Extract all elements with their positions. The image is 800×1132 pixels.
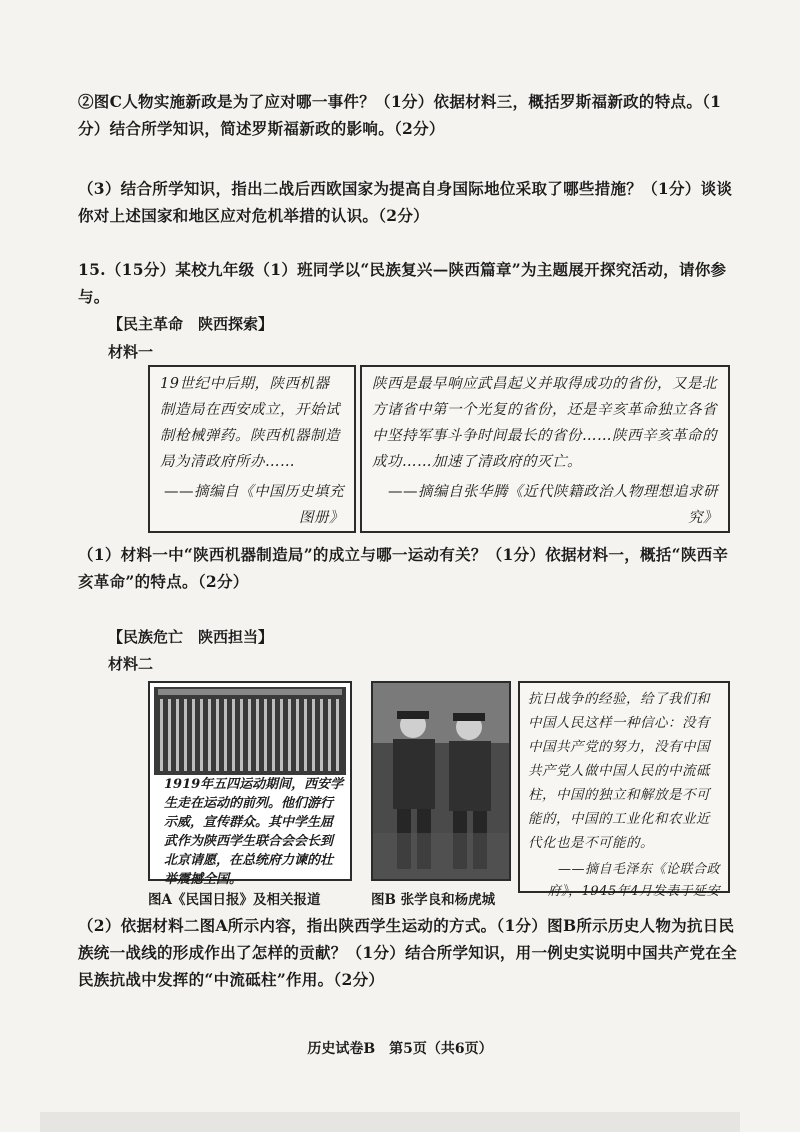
figA-description: 1919年五四运动期间，西安学生走在运动的前列。他们游行示威，宣传群众。其中学生屈武作为陕西学生联合会会长到北京请愿，在总统府力谏的壮举震撼全国。	[164, 777, 344, 887]
material1-label: 材料一	[108, 343, 154, 361]
section2-title: 【民族危亡 陕西担当】	[108, 628, 274, 646]
material1-left-text: 19世纪中后期，陕西机器制造局在西安成立，开始试制枪械弹药。陕西机器制造局为清政府所办……	[160, 376, 340, 470]
q15-question1: （1）材料一中“陕西机器制造局”的成立与哪一运动有关？（1分）依据材料一，概括“陕西辛亥革命”的特点。（2分）	[78, 545, 729, 591]
quote-box	[518, 681, 730, 899]
q15-question2: （2）依据材料二图A所示内容，指出陕西学生运动的方式。（1分）图B所示历史人物为抗日民族统一战线的形成作出了怎样的贡献？（1分）结合所学知识，用一例史实说明中国共产党在全民族抗战中发挥的“中流砥柱”作用。（2分）	[78, 916, 737, 989]
figA-caption: 图A《民国日报》及相关报道	[148, 892, 321, 908]
q14-part3: （3）结合所学知识，指出二战后西欧国家为提高自身国际地位采取了哪些措施？（1分）谈谈你对上述国家和地区应对危机举措的认识。（2分）	[78, 179, 733, 225]
section1-title: 【民主革命 陕西探索】	[108, 315, 274, 333]
q15-intro: 15.（15分）某校九年级（1）班同学以“民族复兴—陕西篇章”为主题展开探究活动，请你参与。	[78, 260, 727, 306]
material1-right-source: ——摘编自张华腾《近代陕籍政治人物理想追求研究》	[388, 484, 718, 526]
page-edge	[40, 1112, 740, 1132]
material1-box-left	[148, 365, 356, 533]
material1-left-source: ——摘编自《中国历史填充图册》	[164, 484, 344, 526]
figB-caption: 图B 张学良和杨虎城	[371, 892, 496, 908]
quote-text: 抗日战争的经验，给了我们和中国人民这样一种信心：没有中国共产党的努力，没有中国共产党人做中国人民的中流砥柱，中国的独立和解放是不可能的，中国的工业化和农业近代化也是不可能的。	[528, 691, 710, 851]
figB-photo	[371, 681, 511, 881]
page-footer: 历史试卷B 第5页（共6页）	[307, 1041, 493, 1057]
figA-newspaper	[148, 681, 352, 887]
material1-box-right	[360, 365, 730, 533]
q14-part2: ②图C人物实施新政是为了应对哪一事件？（1分）依据材料三，概括罗斯福新政的特点。（1分）结合所学知识，简述罗斯福新政的影响。（2分）	[78, 92, 722, 138]
portrait-photo-icon	[373, 683, 509, 879]
material2-label: 材料二	[108, 655, 154, 673]
material1-right-text: 陕西是最早响应武昌起义并取得成功的省份，又是北方诸省中第一个光复的省份，还是辛亥革命独立各省中坚持军事斗争时间最长的省份……陕西辛亥革命的成功……加速了清政府的灭亡。	[372, 376, 717, 470]
quote-source: ——摘自毛泽东《论联合政府》，1945年4月发表于延安	[547, 862, 720, 899]
